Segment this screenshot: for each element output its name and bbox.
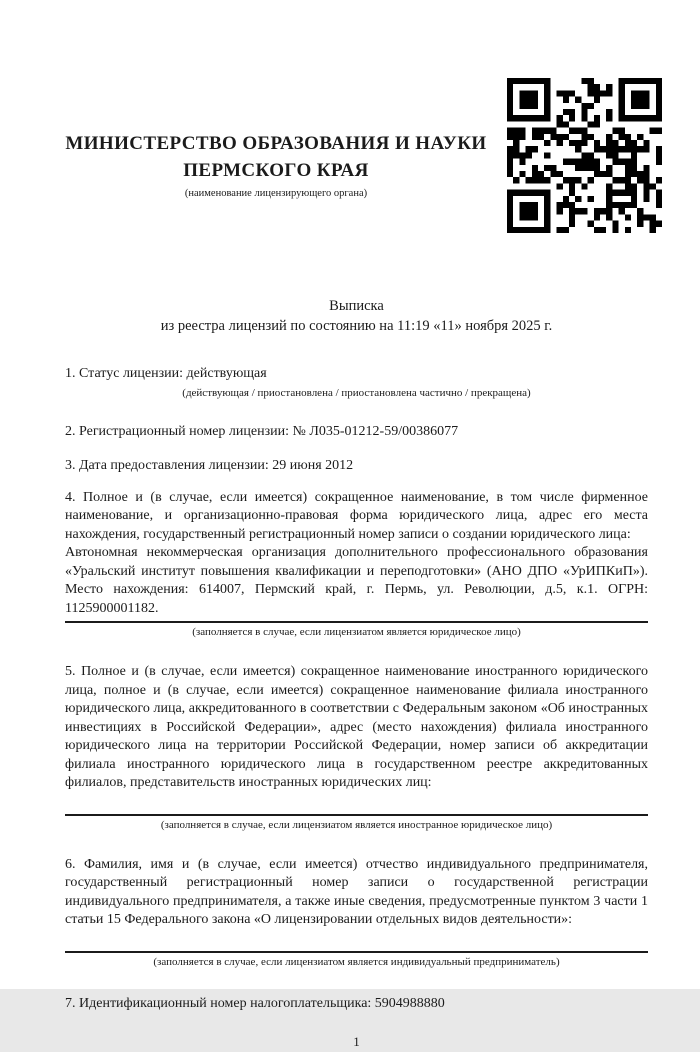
registration-number-text: 2. Регистрационный номер лицензии: № Л035-01212-59/00386077 [65, 423, 459, 439]
ministry-caption: (наименование лицензирующего органа) [184, 188, 368, 199]
section-license-date [65, 457, 648, 476]
qr-code-svg [507, 78, 662, 233]
individual-entrepreneur-caption: (заполняется в случае, если лицензиатом является индивидуальный предприниматель) [153, 955, 560, 968]
section-license-status [65, 365, 648, 400]
individual-entrepreneur-blank-rule [65, 951, 648, 953]
foreign-entity-caption: (заполняется в случае, если лицензиатом является иностранное юридическое лицо) [160, 818, 553, 831]
ministry-name-line1: МИНИСТЕРСТВО ОБРАЗОВАНИЯ И НАУКИ [65, 133, 487, 154]
section-foreign-entity [65, 663, 648, 832]
section-taxpayer-number [65, 995, 648, 1014]
document-title [65, 297, 648, 336]
license-date-text: 3. Дата предоставления лицензии: 29 июня 2012 [65, 458, 354, 473]
taxpayer-number-text: 7. Идентификационный номер налогоплательщика: 5904988880 [65, 995, 445, 1011]
section-registration-number [65, 423, 648, 442]
legal-entity-caption: (заполняется в случае, если лицензиатом является юридическое лицо) [192, 626, 521, 638]
legal-entity-rule [65, 621, 648, 623]
ministry-name-line2: ПЕРМСКОГО КРАЯ [183, 160, 369, 181]
page-number: 1 [353, 1034, 360, 1049]
title-line1: Выписка [329, 298, 384, 314]
section-individual-entrepreneur [65, 856, 648, 969]
legal-entity-label: 4. Полное и (в случае, если имеется) сокращенное наименование, в том числе фирменное наименование, и организационно-правовая форма юридического лица, адрес его места нахождения, государственный регистрационный номер записи о создании юридического лица: [65, 489, 648, 542]
license-status-text: 1. Статус лицензии: действующая [65, 366, 267, 381]
foreign-entity-blank-rule [65, 814, 648, 816]
licensing-authority-block [65, 0, 487, 201]
legal-entity-value: Автономная некоммерческая организация дополнительного профессионального образования «Уральский институт повышения квалификации и переподготовки» (АНО ДПО «УрИПКиП»). Место нахождения: 614007, Пермский край, г. Пермь, ул. Революции, д.5, к.1. ОГРН: 1125900001182. [65, 545, 648, 616]
license-status-options-caption: (действующая / приостановлена / приостановлена частично / прекращена) [182, 386, 531, 399]
section-legal-entity [65, 489, 648, 640]
qr-code [507, 78, 662, 233]
title-line2: из реестра лицензий по состоянию на 11:19 «11» ноября 2025 г. [160, 317, 553, 334]
foreign-entity-label: 5. Полное и (в случае, если имеется) сокращенное наименование иностранного юридического лица, полное и (в случае, если имеется) сокращенное наименование филиала иностранного юридического лица, аккредитованного в соответствии с Федеральным законом «Об иностранных инвестициях в Российской Федерации», адрес (место нахождения) филиала иностранного юридического лица на территории Российской Федерации, номер записи об аккредитации филиала иностранного юридического лица в государственном реестре аккредитованных филиалов, представительств иностранных юридических лиц: [65, 664, 648, 790]
individual-entrepreneur-label: 6. Фамилия, имя и (в случае, если имеется) отчество индивидуального предпринимателя, государственный регистрационный номер записи о государственной регистрации индивидуального предпринимателя, а также иные сведения, предусмотренные пунктом 3 части 1 статьи 15 Федерального закона «О лицензировании отдельных видов деятельности»: [65, 856, 648, 927]
